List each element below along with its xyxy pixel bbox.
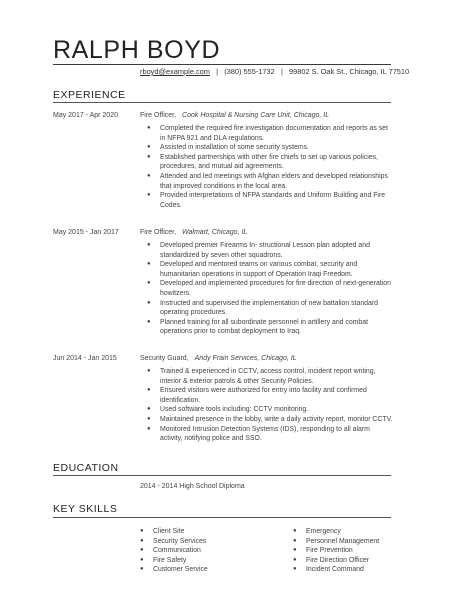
job-title: Fire Officer, Cook Hospital & Nursing Care Unit, Chicago, IL [140,112,330,119]
experience-heading: EXPERIENCE [53,89,126,101]
list-item: ● Fire Direction Officer [293,556,370,564]
list-item: ● Client Site [140,528,185,535]
education-divider [53,475,391,476]
skills-list-left [140,527,208,575]
experience-divider [53,102,391,103]
job-employer: Walmart, Chicago, IL [182,229,248,236]
list-item: ● Trained & experienced in CCTV, access control, incident report writing, interior & exterior patrols & other Security Policies. [147,368,376,385]
list-item: ● Personnel Management [293,537,380,545]
list-item: ● Provided interpretations of NFPA standards and Uniform Building and Fire Codes. [147,192,386,209]
list-item: ● Established partnerships with other fire chiefs to set up various policies, procedures, and mutual aid agreements. [147,153,378,171]
list-item: ● Used software tools including: CCTV monitoring. [147,406,309,414]
skills-heading: KEY SKILLS [53,503,118,515]
contact-separator: | [280,67,283,76]
list-item: ● Planned training for all subordinate personnel in artillery and combat operations prior to combat deployment to Iraq. [147,318,368,336]
list-item: ● Incident Command [293,566,364,574]
list-item: ● Fire Safety [140,556,187,564]
list-item: ● Communication [140,547,201,555]
job-dates: Jun 2014 - Jan 2015 [53,355,117,362]
header-divider [53,64,391,65]
job-bullets [140,241,393,337]
skills-list-right [293,527,379,575]
list-item: ● Maintained presence in the lobby, write a daily activity report, monitor CCTV. [147,415,393,423]
list-item: ● Ensured visitors were authorized for entry into facility and confirmed identification. [147,387,367,404]
education-entry: 2014 - 2014 High School Diploma [140,483,245,490]
job-title: Fire Officer, Walmart, Chicago, IL [140,229,248,236]
list-item: ● Security Services [140,537,207,545]
contact-separator: | [216,67,219,76]
list-item: ● Developed premier Firearms In- structional Lesson plan adopted and standardized by seven other squadrons. [147,242,370,259]
address: 99802 S. Oak St., Chicago, IL 77510 [289,67,410,76]
list-item: ● Attended and led meetings with Afghan elders and developed relationships that improved conditions in the local area. [147,172,388,190]
contact-line [140,67,409,76]
job-dates: May 2015 - Jan 2017 [53,229,119,236]
job-dates: May 2017 - Apr 2020 [53,112,118,119]
list-item: ● Assisted in installation of some security systems. [147,144,309,152]
list-item: ● Fire Prevention [293,547,353,555]
job-title: Security Guard, Andy Frain Services, Chicago, IL [140,355,297,362]
job-employer: Andy Frain Services, Chicago, IL [194,355,297,362]
phone-number: (380) 555-1732 [224,67,275,76]
job-bullets [140,367,393,444]
list-item: ● Completed the required fire investigation documentation and reports as set in NFPA 921 and DLA regulations. [147,125,388,142]
list-item: ● Emergency [293,528,341,535]
job-bullets [140,124,393,210]
job-employer: Cook Hospital & Nursing Care Unit, Chicago, IL [182,112,330,119]
email-link[interactable]: rboyd@example.com [140,67,210,76]
list-item: ● Developed and mentored teams on various combat, security and humanitarian operations in support of Operation Iraqi Freedom. [147,261,358,278]
list-item: ● Developed and implemented procedures for fire direction of next-generation howitzers. [147,280,391,297]
list-item: ● Instructed and supervised the implementation of new battalion standard operating procedures. [147,299,378,317]
list-item: ● Customer Service [140,566,208,574]
education-heading: EDUCATION [53,462,119,474]
skills-divider [53,517,391,518]
candidate-name: RALPH BOYD [53,36,221,64]
list-item: ● Monitored Intrusion Detection Systems (IDS), responding to all alarm activity, notifying police and SSO. [147,425,370,443]
